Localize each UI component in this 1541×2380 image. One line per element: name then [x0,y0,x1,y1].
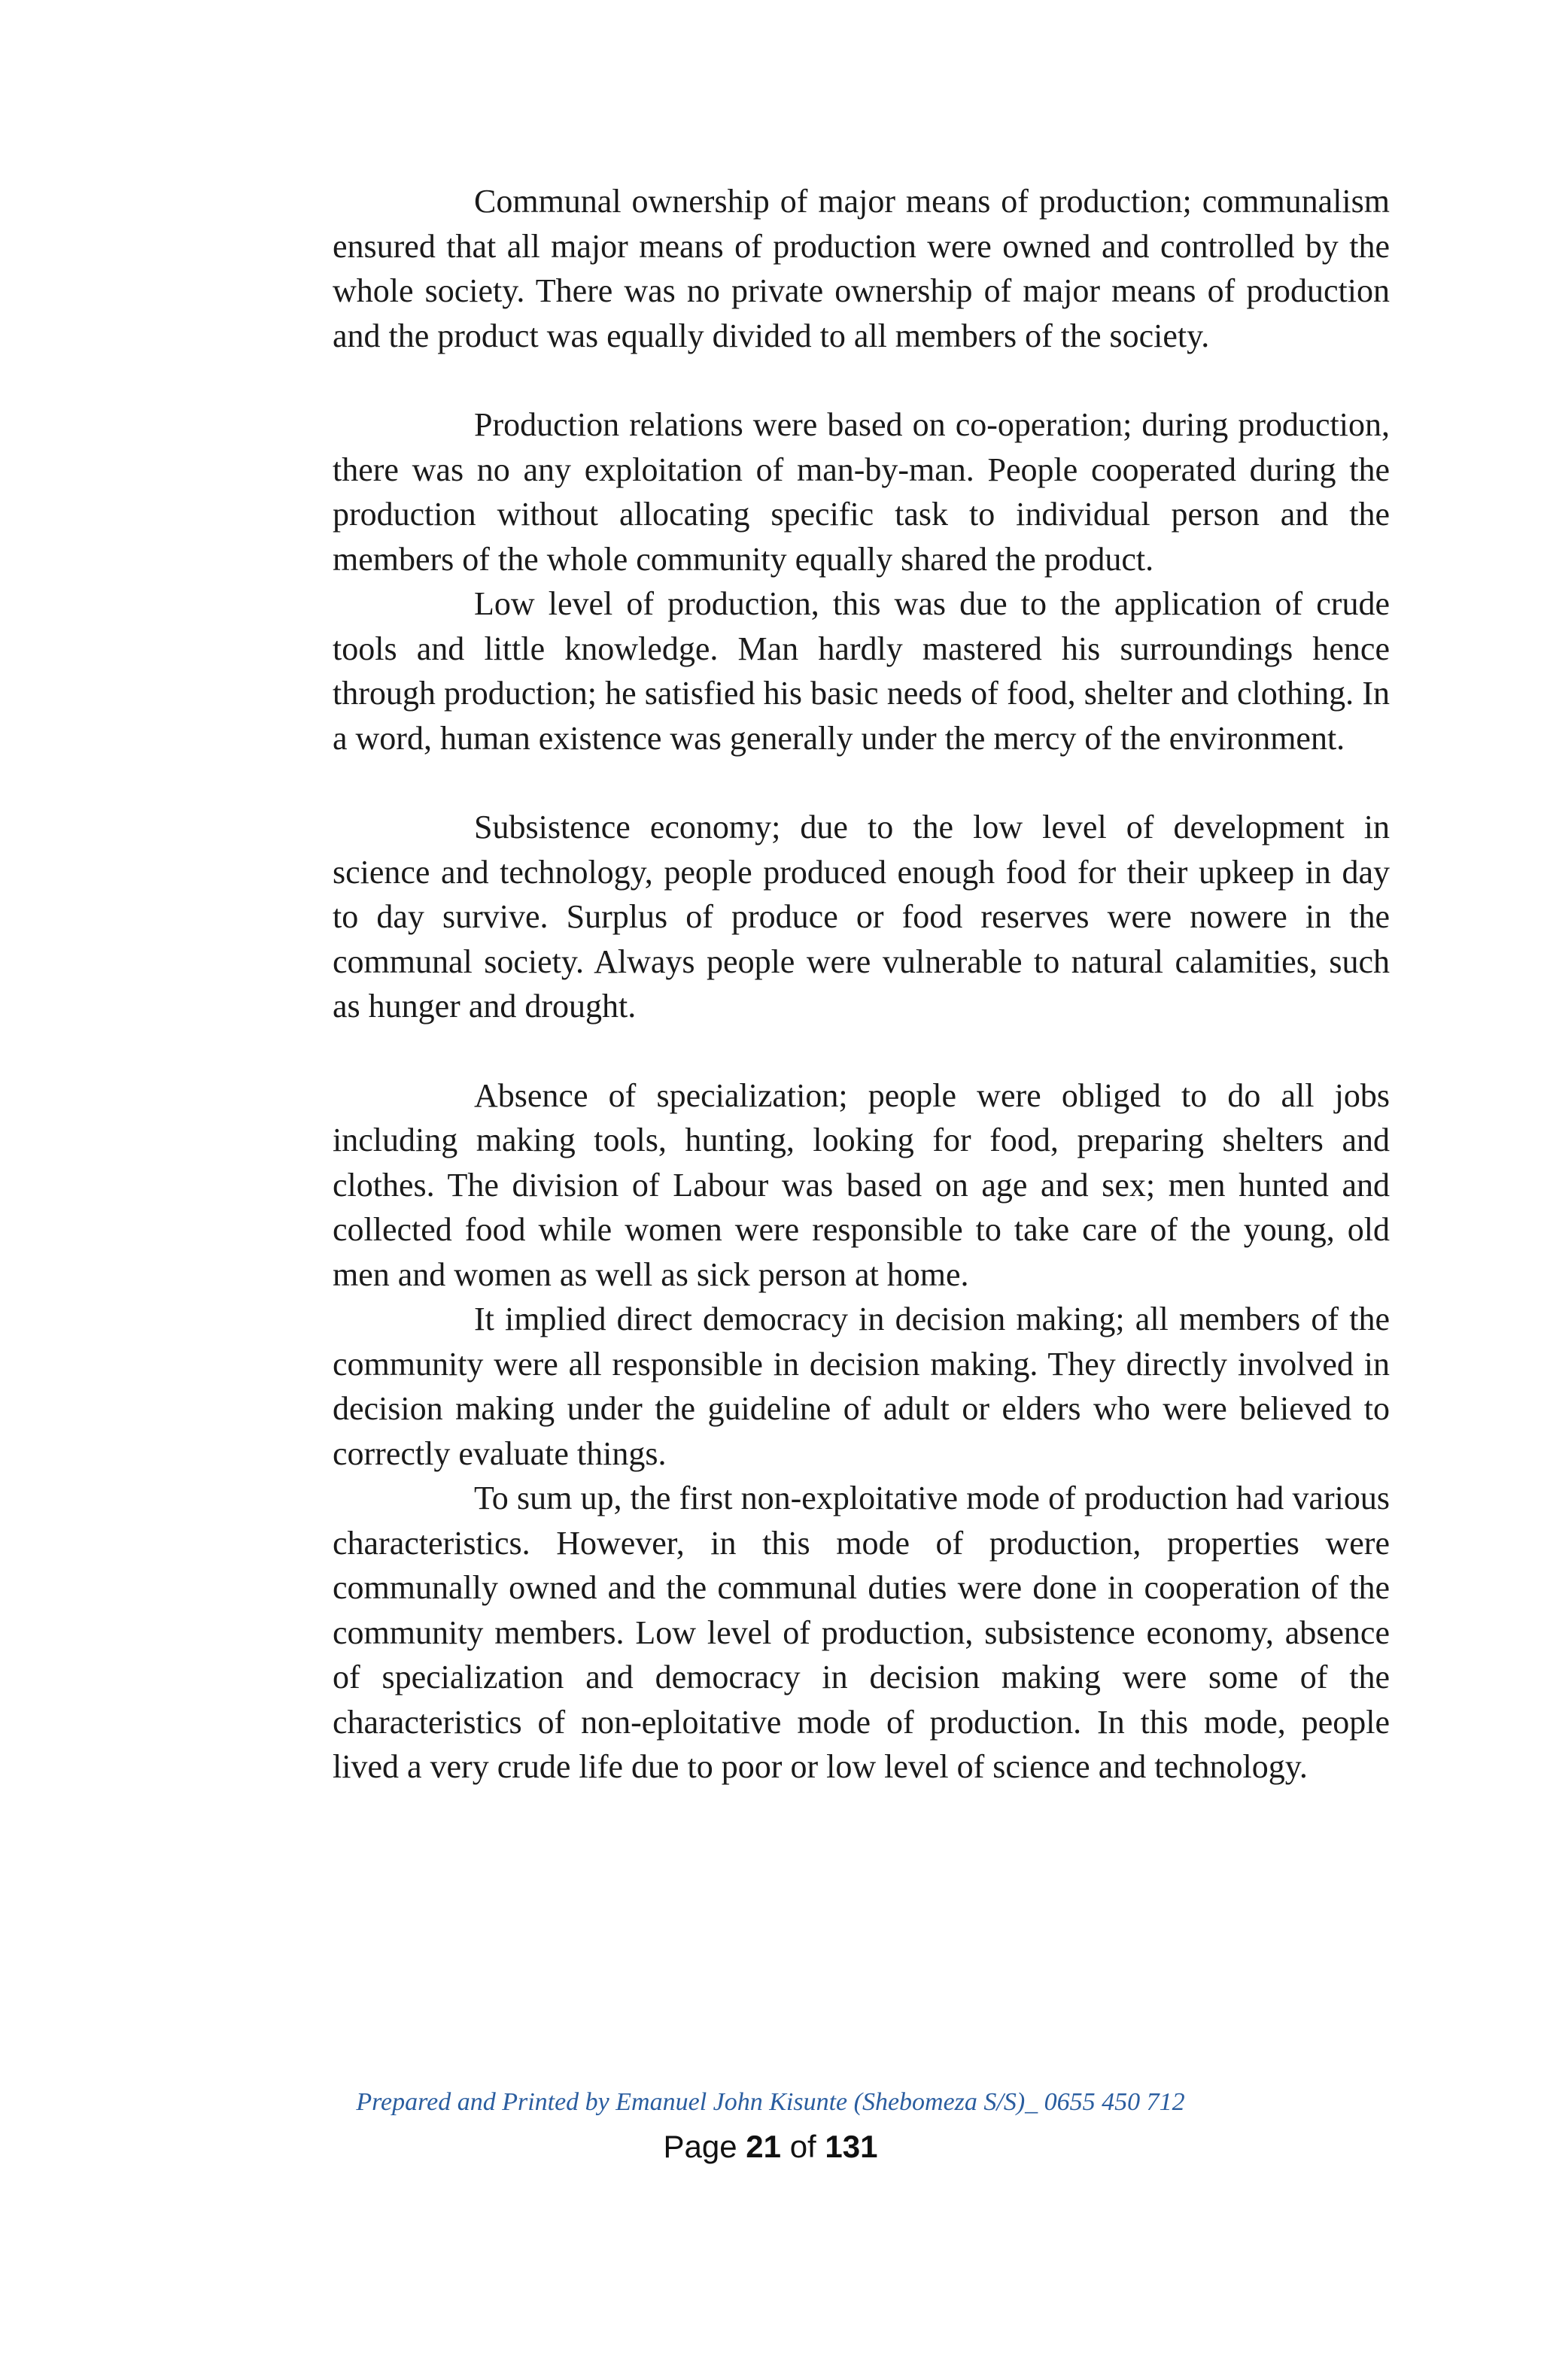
paragraph-subsistence-economy: Subsistence economy; due to the low level of development in science and technology, people produced enough food for their upkeep in day to day survive. Surplus of produce or food reserves were nowere in the communal society. Always people were vulnerable to natural calamities, such as hunger and drought. [333,809,1390,1025]
body-text [333,179,1390,1790]
paragraph-absence-specialization: Absence of specialization; people were obliged to do all jobs including making tools, hunting, looking for food, preparing shelters and clothes. The division of Labour was based on age and sex; men hunted and collected food while women were responsible to take care of the young, old men and women as well as sick person at home. [333,1076,1390,1293]
paragraph-low-level-production: Low level of production, this was due to the application of crude tools and little knowledge. Man hardly mastered his surroundings hence through production; he satisfied his basic needs of food, shelter and clothing. In a word, human existence was generally under the mercy of the environment. [333,585,1390,757]
paragraph-production-relations: Production relations were based on co-operation; during production, there was no any exploitation of man-by-man. People cooperated during the production without allocating specific task to individual person and the members of the whole community equally shared the product. [333,406,1390,578]
page-current: 21 [746,2129,782,2164]
paragraph-direct-democracy: It implied direct democracy in decision making; all members of the community were all responsible in decision making. They directly involved in decision making under the guideline of adult or elders who were believed to correctly evaluate things. [333,1301,1390,1472]
paragraph-conclusion: To sum up, the first non-exploitative mode of production had various characteristics. However, in this mode of production, properties were communally owned and the communal duties were done in cooperation of the community members. Low level of production, subsistence economy, absence of specialization and democracy in decision making were some of the characteristics of non-eploitative mode of production. In this mode, people lived a very crude life due to poor or low level of science and technology. [333,1480,1390,1785]
page-of: of [789,2129,816,2164]
page-number [0,2129,1541,2165]
footer-credit: Prepared and Printed by Emanuel John Kisunte (Shebomeza S/S)_ 0655 450 712 [356,2088,1185,2116]
page-total: 131 [825,2129,878,2164]
page-label: Page [663,2129,737,2164]
paragraph-communal-ownership: Communal ownership of major means of production; communalism ensured that all major means of production were owned and controlled by the whole society. There was no private ownership of major means of production and the product was equally divided to all members of the society. [333,183,1390,354]
